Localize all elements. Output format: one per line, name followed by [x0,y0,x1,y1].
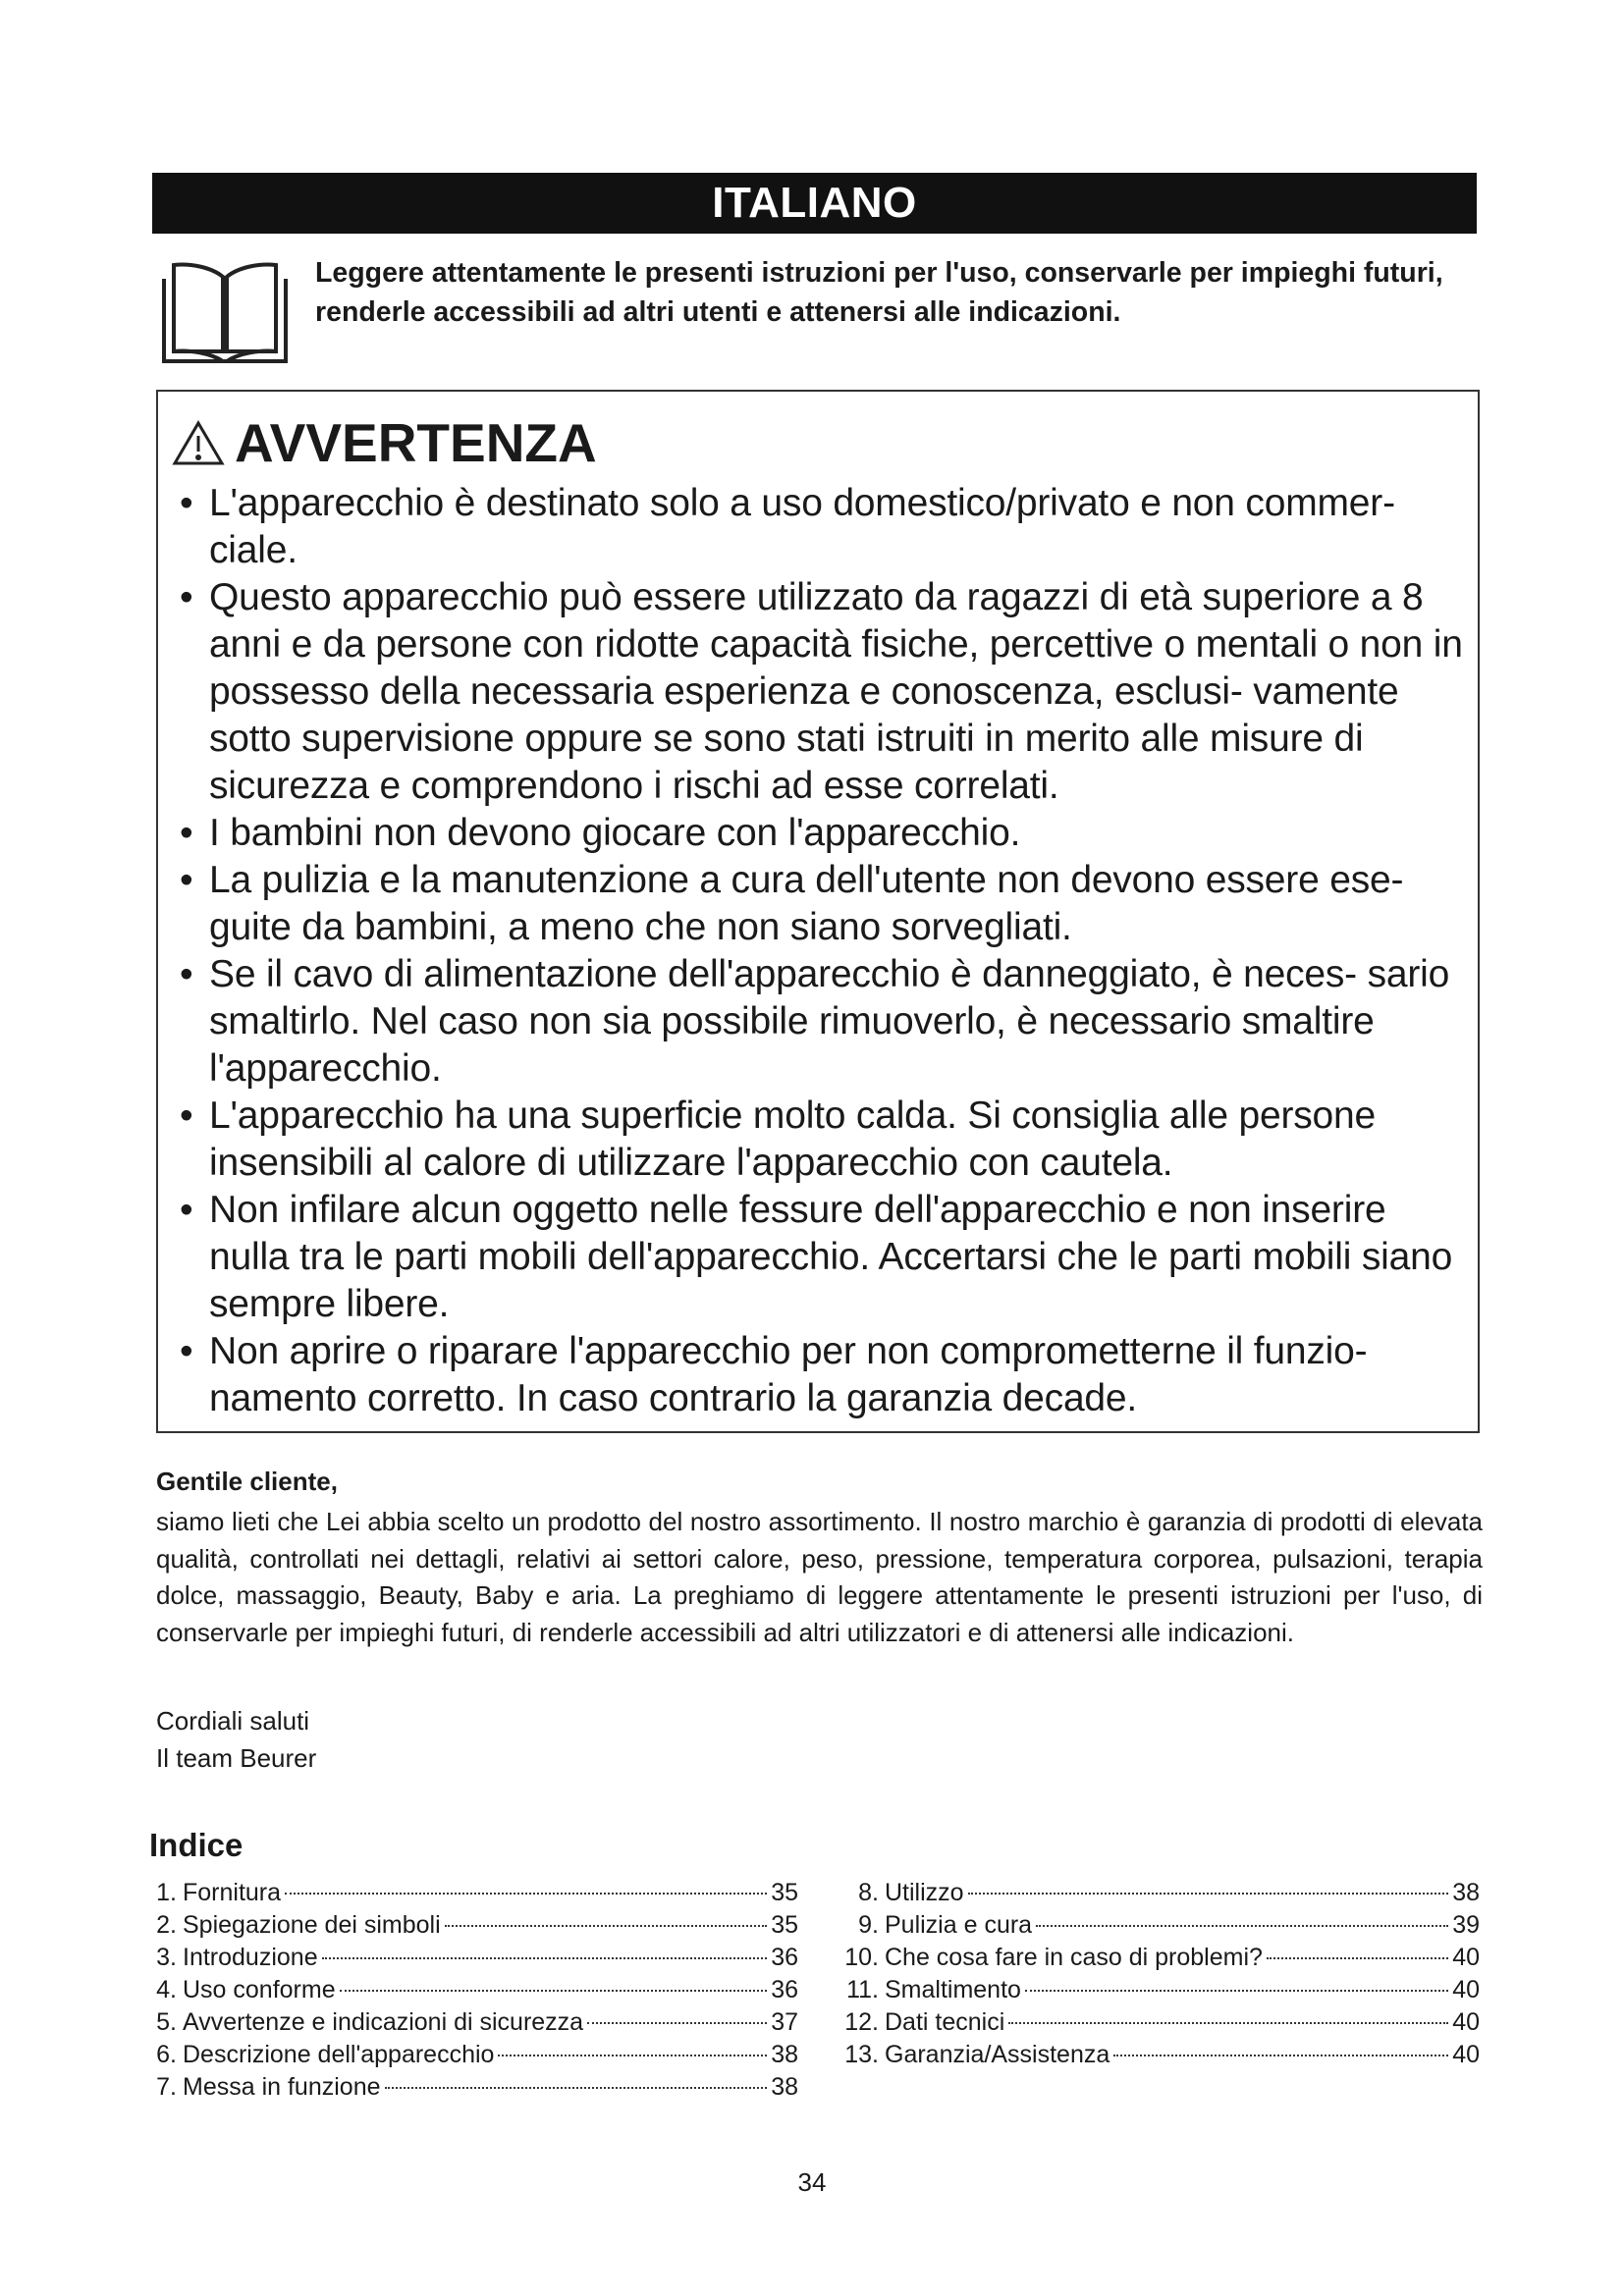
closing-signature: Il team Beurer [156,1742,317,1773]
toc-leader [322,1957,768,1959]
warning-list [172,480,1468,1422]
toc-leader [1025,1990,1448,1992]
toc-entry[interactable] [155,2006,798,2039]
toc-page: 40 [1452,1976,1480,2003]
toc-leader [445,1925,768,1927]
toc-title: Fornitura [183,1879,282,1906]
toc-entry[interactable] [839,1974,1480,2006]
toc-leader [340,1990,768,1992]
toc-page: 38 [1452,1879,1480,1906]
toc-number: 9. [858,1911,879,1939]
language-header: ITALIANO [152,173,1477,234]
bullet: • [180,1189,193,1231]
toc-number: 5. [156,2008,177,2036]
toc-leader [968,1893,1449,1895]
warning-item-text: La pulizia e la manutenzione a cura dell'utente non devono essere ese- guite da bambini, a meno che non siano sorvegliati. [209,859,1404,948]
warning-item [172,574,1468,810]
toc-entry[interactable] [155,2039,798,2071]
warning-item [172,1187,1468,1328]
toc-number: 6. [156,2041,177,2068]
warning-item [172,1093,1468,1187]
warning-box [156,390,1480,1433]
index-title: Indice [149,1827,244,1863]
toc-title: Avvertenze e indicazioni di sicurezza [183,2008,584,2036]
page-number: 34 [797,2167,827,2197]
toc-number: 2. [156,1911,177,1939]
toc-page: 38 [771,2041,798,2068]
toc-leader [1036,1925,1448,1927]
toc-entry[interactable] [155,1974,798,2006]
toc-entry[interactable] [839,1909,1480,1942]
toc-title: Spiegazione dei simboli [183,1911,441,1939]
toc-title: Dati tecnici [885,2008,1005,2036]
read-instructions-note: Leggere attentamente le presenti istruzioni per l'uso, conservarle per impieghi futuri, renderle accessibili ad altri utenti e attenersi alle indicazioni. [315,257,1443,328]
toc-page: 36 [771,1976,798,2003]
toc-page: 35 [771,1911,798,1939]
warning-item-text: Non aprire o riparare l'apparecchio per non comprometterne il funzio- namento corretto. In caso contrario la garanzia decade. [209,1330,1368,1419]
toc-number: 10. [844,1944,879,1971]
toc-title: Messa in funzione [183,2073,381,2101]
warning-item [172,810,1468,857]
toc-title: Garanzia/Assistenza [885,2041,1110,2068]
toc-number: 1. [156,1879,177,1906]
toc-page: 35 [771,1879,798,1906]
toc-number: 13. [844,2041,879,2068]
closing [156,1703,316,1777]
letter-body: siamo lieti che Lei abbia scelto un prodotto del nostro assortimento. Il nostro marchio è garanzia di prodotti di elevata qualità, controllati nei dettagli, relativi ai settori calore, peso, pressione, temperatura corporea, pulsazioni, terapia dolce, massaggio, Beauty, Baby e aria. La preghiamo di leggere attentamente le presenti istruzioni per l'uso, di conservarle per impieghi futuri, di renderle accessibili ad altri utilizzatori e di attenersi alle indicazioni. [156,1507,1483,1647]
warning-item-text: L'apparecchio è destinato solo a uso domestico/privato e non commer- ciale. [209,482,1395,571]
book-icon [160,255,290,365]
toc-page: 37 [771,2008,798,2036]
toc-leader [385,2087,768,2089]
toc-entry[interactable] [155,1909,798,1942]
toc-page: 40 [1452,1944,1480,1971]
toc-leader [587,2022,767,2024]
toc-entry[interactable] [839,1877,1480,1909]
toc-number: 7. [156,2073,177,2101]
toc-leader [1267,1957,1448,1959]
toc-title: Uso conforme [183,1976,336,2003]
warning-item-text: Se il cavo di alimentazione dell'apparecchio è danneggiato, è neces- sario smaltirlo. Nel caso non sia possibile rimuoverlo, è necessario smaltire l'apparecchio. [209,953,1450,1090]
toc-entry[interactable] [155,1877,798,1909]
toc-number: 11. [846,1976,879,2003]
toc-leader [285,1893,767,1895]
toc-page: 38 [771,2073,798,2101]
toc-page: 36 [771,1944,798,1971]
closing-greeting: Cordiali saluti [156,1706,310,1735]
toc-right-column [839,1877,1480,2071]
warning-item-text: L'apparecchio ha una superficie molto calda. Si consiglia alle persone insensibili al calore di utilizzare l'apparecchio con cautela. [209,1095,1377,1184]
warning-heading [172,411,597,474]
toc-entry[interactable] [839,1942,1480,1974]
toc-leader [1008,2022,1448,2024]
toc-entry[interactable] [839,2039,1480,2071]
toc-leader [498,2055,767,2056]
toc-entry[interactable] [155,2071,798,2104]
toc-title: Smaltimento [885,1976,1021,2003]
toc-title: Utilizzo [885,1879,964,1906]
bullet: • [180,859,193,901]
toc-number: 4. [156,1976,177,2003]
toc-title: Descrizione dell'apparecchio [183,2041,495,2068]
warning-item-text: Non infilare alcun oggetto nelle fessure dell'apparecchio e non inserire nulla tra le parti mobili dell'apparecchio. Accertarsi che le parti mobili siano sempre libere. [209,1189,1453,1325]
toc-entry[interactable] [155,1942,798,1974]
warning-item-text: Questo apparecchio può essere utilizzato da ragazzi di età superiore a 8 anni e da persone con ridotte capacità fisiche, percettive o mentali o non in possesso della necessaria esperienza e conoscenza, esclusi- vamente sotto supervisione oppure se sono stati istruiti in merito alle misure di sicurezza e comprendono i rischi ad esse correlati. [209,576,1463,807]
toc-page: 39 [1452,1911,1480,1939]
warning-item [172,1328,1468,1422]
toc-number: 12. [844,2008,879,2036]
toc-title: Che cosa fare in caso di problemi? [885,1944,1263,1971]
toc-title: Pulizia e cura [885,1911,1033,1939]
bullet: • [180,576,193,618]
bullet: • [180,1330,193,1372]
warning-item [172,951,1468,1093]
bullet: • [180,1095,193,1137]
warning-item [172,857,1468,951]
bullet: • [180,953,193,995]
toc-left-column [155,1877,798,2104]
toc-title: Introduzione [183,1944,318,1971]
toc-leader [1113,2055,1448,2056]
toc-entry[interactable] [839,2006,1480,2039]
warning-triangle-icon [172,419,225,466]
toc-number: 3. [156,1944,177,1971]
bullet: • [180,812,193,854]
toc-page: 40 [1452,2008,1480,2036]
bullet: • [180,482,193,524]
warning-title: AVVERTENZA [235,412,597,473]
salutation: Gentile cliente, [156,1467,338,1496]
toc-page: 40 [1452,2041,1480,2068]
warning-item-text: I bambini non devono giocare con l'apparecchio. [209,812,1021,854]
toc-number: 8. [858,1879,879,1906]
warning-item [172,480,1468,574]
